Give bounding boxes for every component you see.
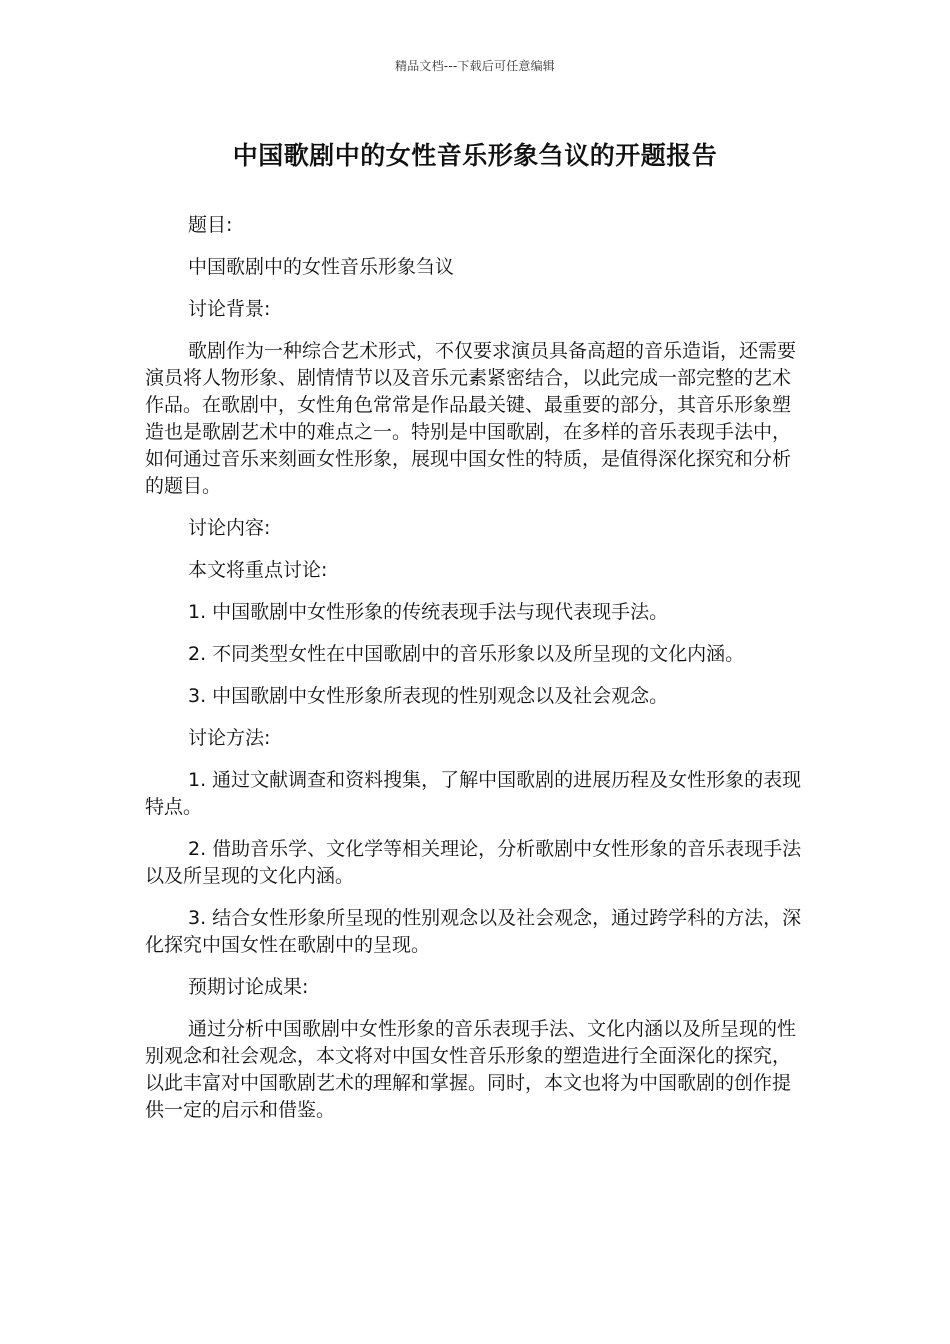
- paragraph-content-label: 讨论内容:: [188, 517, 271, 539]
- list-item-method-2: 2. 借助音乐学、文化学等相关理论，分析歌剧中女性形象的音乐表现手法以及所呈现的文化内涵。: [145, 838, 802, 887]
- document-title: 中国歌剧中的女性音乐形象刍议的开题报告: [232, 141, 718, 170]
- list-item-content-3: 3. 中国歌剧中女性形象所表现的性别观念以及社会观念。: [188, 685, 669, 707]
- list-item-content-1: 1. 中国歌剧中女性形象的传统表现手法与现代表现手法。: [188, 601, 669, 623]
- list-item-content-2: 2. 不同类型女性在中国歌剧中的音乐形象以及所呈现的文化内涵。: [188, 643, 745, 665]
- paragraph-background-label: 讨论背景:: [188, 298, 271, 320]
- document-body: [145, 212, 805, 1139]
- paragraph-topic-label: 题目:: [188, 214, 233, 236]
- list-item-method-1: 1. 通过文献调查和资料搜集，了解中国歌剧的进展历程及女性形象的表现特点。: [145, 769, 802, 818]
- list-item-method-3: 3. 结合女性形象所呈现的性别观念以及社会观念，通过跨学科的方法，深化探究中国女性在歌剧中的呈现。: [145, 907, 802, 956]
- paragraph-content-intro: 本文将重点讨论:: [188, 559, 328, 581]
- paragraph-method-label: 讨论方法:: [188, 727, 271, 749]
- header-note: 精品文档---下载后可任意编辑: [395, 59, 555, 73]
- paragraph-outcome-label: 预期讨论成果:: [188, 976, 309, 998]
- paragraph-outcome: 通过分析中国歌剧中女性形象的音乐表现手法、文化内涵以及所呈现的性别观念和社会观念，本文将对中国女性音乐形象的塑造进行全面深化的探究，以此丰富对中国歌剧艺术的理解和掌握。同时，本文也将为中国歌剧的创作提供一定的启示和借鉴。: [145, 1018, 797, 1121]
- paragraph-topic: 中国歌剧中的女性音乐形象刍议: [188, 256, 455, 278]
- paragraph-background: 歌剧作为一种综合艺术形式，不仅要求演员具备高超的音乐造诣，还需要演员将人物形象、剧情情节以及音乐元素紧密结合，以此完成一部完整的艺术作品。在歌剧中，女性角色常常是作品最关键、最重要的部分，其音乐形象塑造也是歌剧艺术中的难点之一。特别是中国歌剧，在多样的音乐表现手法中，如何通过音乐来刻画女性形象，展现中国女性的特质，是值得深化探究和分析的题目。: [145, 340, 797, 497]
